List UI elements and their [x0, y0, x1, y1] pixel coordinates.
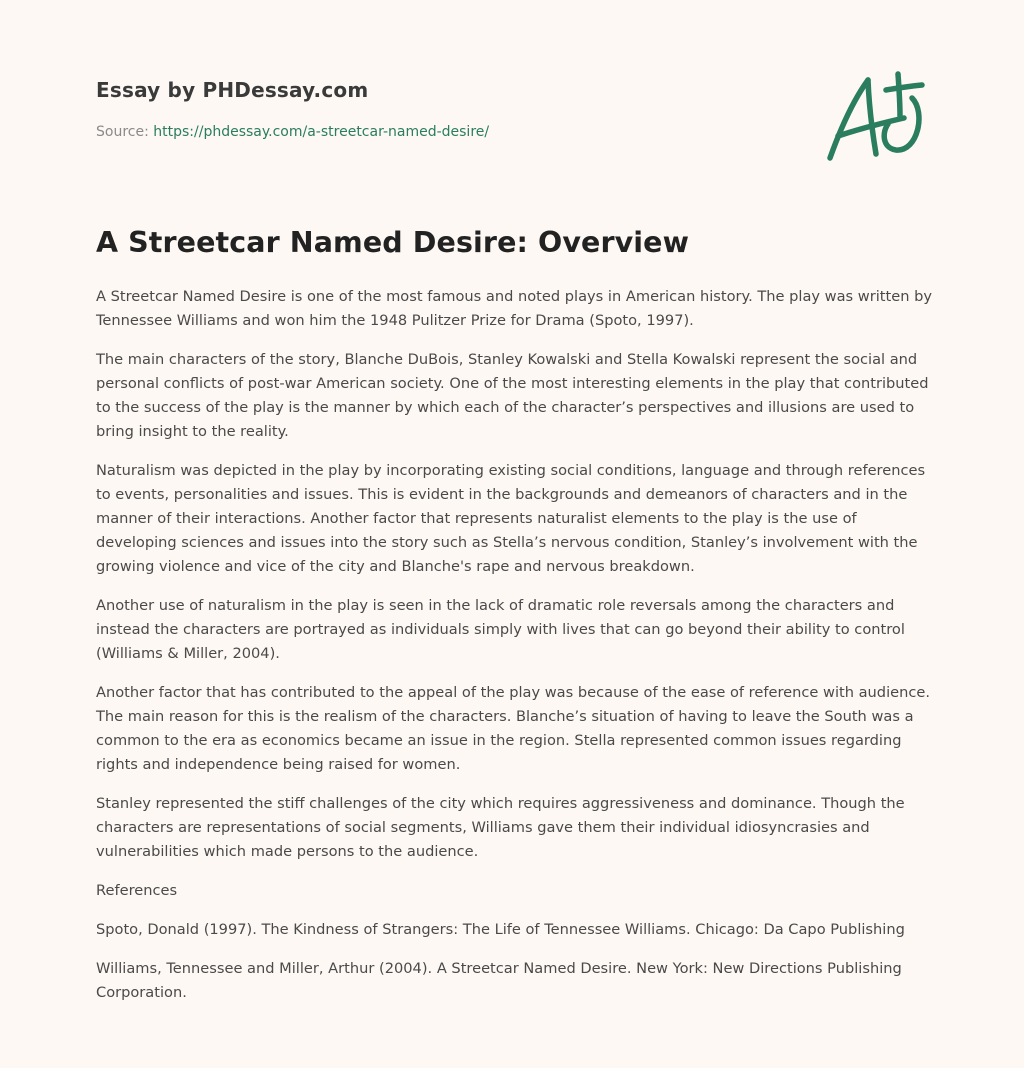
essay-paragraph: A Streetcar Named Desire is one of the most famous and noted plays in American history. The play was written by Tennessee Williams and won him the 1948 Pulitzer Prize for Drama (Spoto, 1997).	[96, 288, 932, 329]
essay-paragraph: Stanley represented the stiff challenges of the city which requires aggressiveness and dominance. Though the characters are representations of social segments, Williams gave them their individual idiosyncrasies and vulnerabilities which made persons to the audience.	[96, 795, 905, 860]
essay-paragraph: The main characters of the story, Blanche DuBois, Stanley Kowalski and Stella Kowalski represent the social and personal conflicts of post-war American society. One of the most interesting elements in the play that contributed to the success of the play is the manner by which each of the character’s perspectives and illusions are used to bring insight to the reality.	[96, 351, 929, 440]
reference-item: Spoto, Donald (1997). The Kindness of Strangers: The Life of Tennessee Williams. Chicago: Da Capo Publishing	[96, 921, 905, 938]
essay-body	[96, 285, 936, 1020]
essay-title: A Streetcar Named Desire: Overview	[96, 226, 690, 259]
reference-item: Williams, Tennessee and Miller, Arthur (2004). A Streetcar Named Desire. New York: New Directions Publishing Corporation.	[96, 960, 902, 1001]
site-title: Essay by PHDessay.com	[96, 78, 369, 102]
source-line	[96, 124, 489, 140]
essay-paragraph: Another use of naturalism in the play is seen in the lack of dramatic role reversals among the characters and instead the characters are portrayed as individuals simply with lives that can go beyond their ability to control (Williams & Miller, 2004).	[96, 597, 905, 662]
source-link[interactable]: https://phdessay.com/a-streetcar-named-desire/	[153, 124, 490, 140]
essay-paragraph: Another factor that has contributed to the appeal of the play was because of the ease of reference with audience. The main reason for this is the realism of the characters. Blanche’s situation of having to leave the South was a common to the era as economics became an issue in the region. Stella represented common issues regarding rights and independence being raised for women.	[96, 684, 930, 773]
references-heading: References	[96, 882, 178, 899]
a-plus-grade-icon	[822, 68, 932, 168]
essay-paragraph: Naturalism was depicted in the play by incorporating existing social conditions, language and through references to events, personalities and issues. This is evident in the backgrounds and demeanors of characters and in the manner of their interactions. Another factor that represents naturalist elements to the play is the use of developing sciences and issues into the story such as Stella’s nervous condition, Stanley’s involvement with the growing violence and vice of the city and Blanche's rape and nervous breakdown.	[96, 462, 926, 575]
source-label: Source:	[96, 124, 149, 140]
